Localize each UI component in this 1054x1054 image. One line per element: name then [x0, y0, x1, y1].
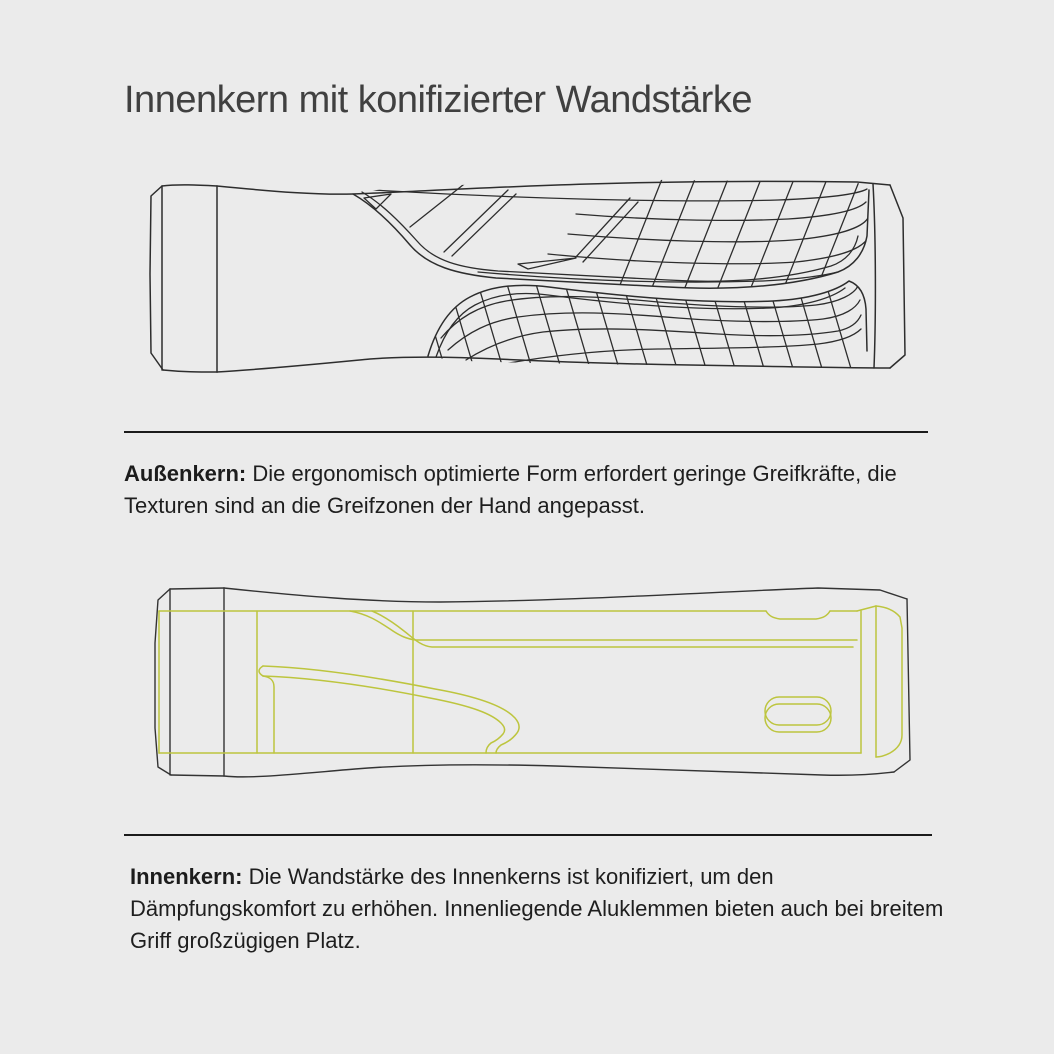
- caption-innenkern-body: Die Wandstärke des Innenkerns ist konifiziert, um den Dämpfungskomfort zu erhöhen. Innenliegende Aluklemmen bieten auch bei breitem Griff großzügigen Platz.: [130, 864, 944, 953]
- outer-grip-upper-lattice: [364, 174, 895, 290]
- illustration-inner-core: [150, 583, 915, 783]
- section-divider: [124, 834, 932, 836]
- caption-aussenkern-heading: Außenkern:: [124, 461, 247, 486]
- inner-core-drawing: [150, 583, 915, 783]
- inner-grip-outline: [155, 588, 910, 777]
- outer-grip-outline: [150, 181, 905, 372]
- section-divider: [124, 431, 928, 433]
- caption-innenkern: [130, 861, 960, 957]
- caption-aussenkern-body: Die ergonomisch optimierte Form erfordert geringe Greifkräfte, die Texturen sind an die Greifzonen der Hand angepasst.: [124, 461, 897, 518]
- clamp-slot: [765, 697, 831, 725]
- outer-grip-drawing: [148, 178, 908, 378]
- caption-aussenkern: [124, 458, 954, 522]
- page-title: Innenkern mit konifizierter Wandstärke: [124, 79, 752, 121]
- inner-core-lines: [159, 606, 902, 757]
- outer-grip-upper-sweep: [353, 190, 869, 288]
- caption-innenkern-heading: Innenkern:: [130, 864, 243, 889]
- illustration-outer-grip: [148, 178, 908, 378]
